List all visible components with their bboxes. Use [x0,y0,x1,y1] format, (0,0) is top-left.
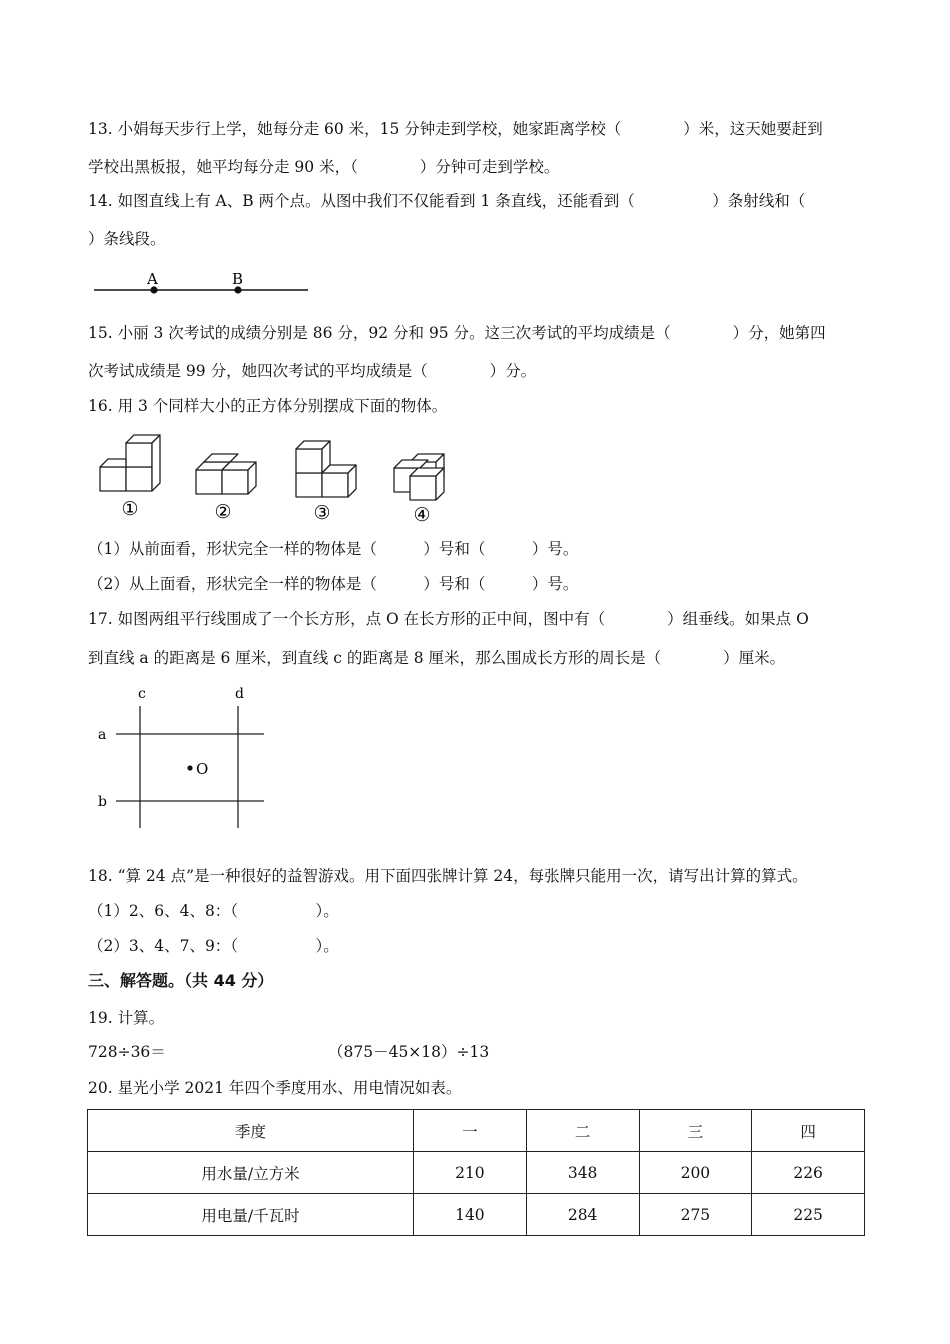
table-header-cell: 二 [526,1110,639,1152]
q19-expr2: （875－45×18）÷13 [328,1043,490,1061]
cube-figure-4 [394,454,444,500]
table-header-cell: 四 [752,1110,865,1152]
q18-stem: 18. “算 24 点”是一种很好的益智游戏。用下面四张牌计算 24，每张牌只能用一次，请写出计算的算式。 [88,867,808,885]
q19-expr1: 728÷36＝ [88,1043,166,1061]
cube-figure-2 [196,454,256,494]
q15-line1: 15. 小丽 3 次考试的成绩分别是 86 分，92 分和 95 分。这三次考试的平均成绩是（ ）分，她第四 [88,324,826,342]
table-cell: 226 [752,1152,865,1194]
q17-line2: 到直线 a 的距离是 6 厘米，到直线 c 的距离是 8 厘米，那么围成长方形的周长是（ ）厘米。 [88,649,786,667]
table-cell: 用水量/立方米 [88,1152,414,1194]
cube-label-4: ④ [413,504,431,526]
point-o-label: O [196,760,209,778]
table-cell: 284 [526,1194,639,1236]
point-b-label: B [232,270,244,288]
q14-line1: 14. 如图直线上有 A、B 两个点。从图中我们不仅能看到 1 条直线，还能看到（ ）条射线和（ [88,192,806,210]
cube-label-1: ① [121,498,139,520]
line-d-label: d [235,686,244,702]
point-a-label: A [147,270,158,288]
cube-label-3: ③ [313,502,331,524]
q18-part1: （1）2、6、4、8：（ ）。 [88,902,339,920]
table-cell: 348 [526,1152,639,1194]
q13-line1: 13. 小娟每天步行上学，她每分走 60 米，15 分钟走到学校，她家距离学校（ ）米，这天她要赶到 [88,120,823,138]
q13-line2: 学校出黑板报，她平均每分走 90 米，（ ）分钟可走到学校。 [88,158,560,176]
table-cell: 225 [752,1194,865,1236]
line-ab-figure [90,266,314,298]
cube-label-2: ② [214,501,232,523]
q16-stem: 16. 用 3 个同样大小的正方体分别摆成下面的物体。 [88,397,448,415]
point-o [187,765,192,770]
q19-stem: 19. 计算。 [88,1009,165,1027]
line-c-label: c [138,686,146,702]
section-3-title: 三、解答题。（共 44 分） [88,971,274,990]
cube-figure-1 [100,435,160,491]
table-row [88,1152,865,1194]
q17-line1: 17. 如图两组平行线围成了一个长方形，点 O 在长方形的正中间，图中有（ ）组垂线。如果点 O [88,610,809,628]
q20-stem: 20. 星光小学 2021 年四个季度用水、用电情况如表。 [88,1079,462,1097]
q15-line2: 次考试成绩是 99 分，她四次考试的平均成绩是（ ）分。 [88,362,537,380]
table-header-cell: 季度 [88,1110,414,1152]
line-a-label: a [98,727,107,743]
usage-table [87,1109,865,1236]
q16-part2: （2）从上面看，形状完全一样的物体是（ ）号和（ ）号。 [88,575,579,593]
table-header-row [88,1110,865,1152]
q16-part1: （1）从前面看，形状完全一样的物体是（ ）号和（ ）号。 [88,540,579,558]
parallel-lines-figure [92,680,272,832]
table-cell: 140 [414,1194,527,1236]
cube-figure-3 [296,441,356,497]
table-cell: 用电量/千瓦时 [88,1194,414,1236]
cube-figures [92,426,472,530]
table-cell: 275 [639,1194,752,1236]
table-header-cell: 一 [414,1110,527,1152]
table-header-cell: 三 [639,1110,752,1152]
q14-line2: ）条线段。 [88,230,166,248]
table-row [88,1194,865,1236]
table-cell: 200 [639,1152,752,1194]
q18-part2: （2）3、4、7、9：（ ）。 [88,937,339,955]
table-cell: 210 [414,1152,527,1194]
line-b-label: b [98,794,107,810]
